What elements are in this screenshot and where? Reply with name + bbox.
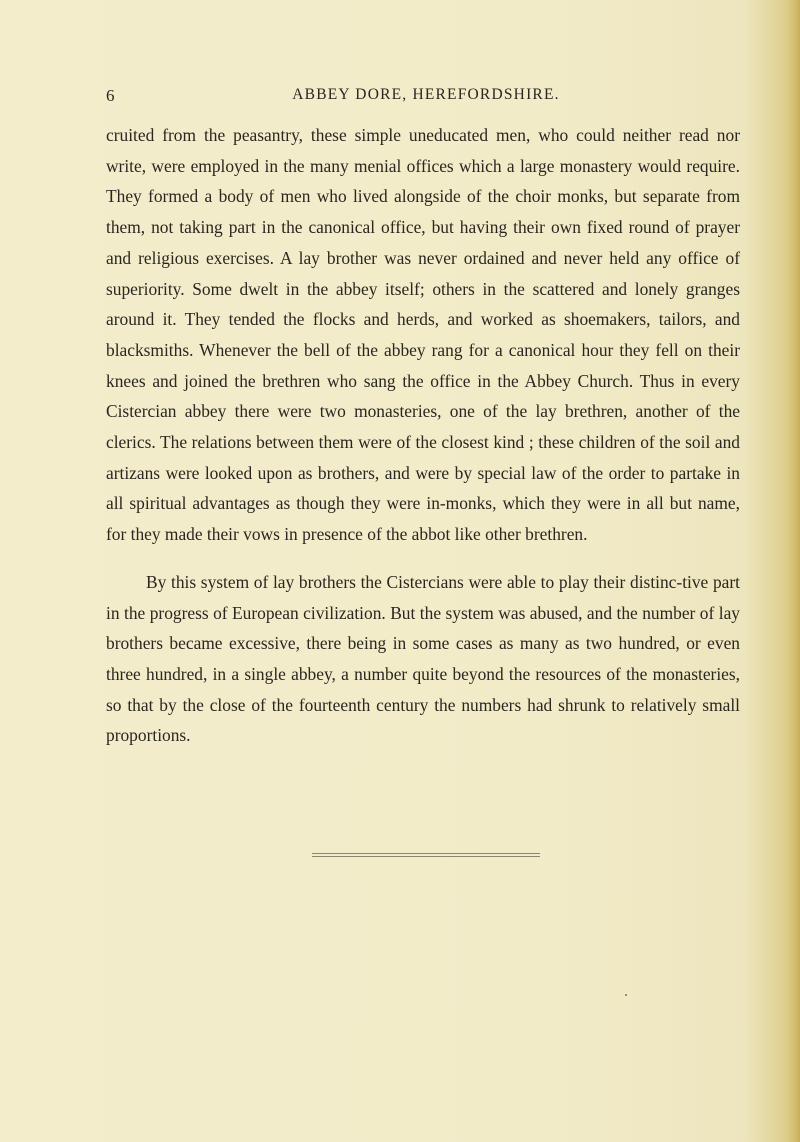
page-edge-stain [786, 0, 800, 1142]
paper-speck [625, 994, 627, 996]
paragraph-continuation: cruited from the peasantry, these simple uneducated men, who could neither read nor write, were employed in the many menial offices which a large monastery would require. They formed a body of men who lived alongside of the choir monks, but separate from them, not taking part in the canonical office, but having their own fixed round of prayer and religious exercises. A lay brother was never ordained and never held any office of superiority. Some dwelt in the abbey itself; others in the scattered and lonely granges around it. They tended the flocks and herds, and worked as shoemakers, tailors, and blacksmiths. Whenever the bell of the abbey rang for a canonical hour they fell on their knees and joined the brethren who sang the office in the Abbey Church. Thus in every Cistercian abbey there were two monasteries, one of the lay brethren, another of the clerics. The relations between them were of the closest kind ; these children of the soil and artizans were looked upon as brothers, and were by special law of the order to partake in all spiritual advantages as though they were in-monks, which they were in all but name, for they made their vows in presence of the abbot like other brethren. [106, 125, 740, 545]
paragraph: By this system of lay brothers the Cistercians were able to play their distinc-tive part in the progress of European civilization. But the system was abused, and the number of lay brothers became excessive, there being in some cases as many as two hundred, or even three hundred, in a single abbey, a number quite beyond the resources of the monasteries, so that by the close of the fourteenth century the numbers had shrunk to relatively small proportions. [106, 571, 740, 746]
page-number: 6 [106, 86, 115, 105]
section-end-rule [312, 853, 540, 858]
running-head [106, 86, 746, 110]
running-title: ABBEY DORE, HEREFORDSHIRE. [292, 86, 560, 103]
body-text [106, 120, 740, 751]
